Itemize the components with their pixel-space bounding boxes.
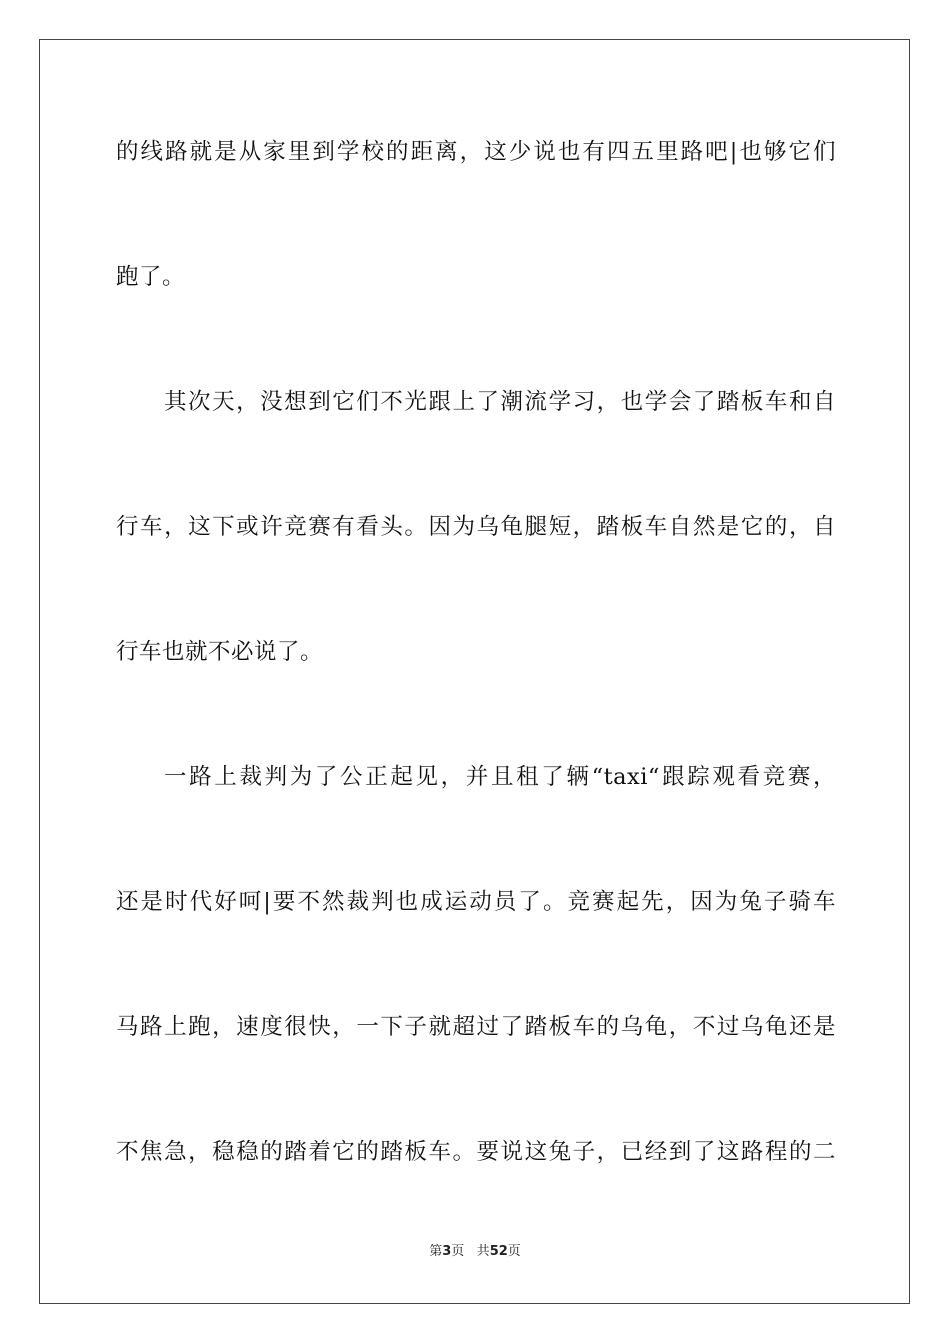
body-line-9: 不焦急，稳稳的踏着它的踏板车。要说这兔子，已经到了这路程的二 [116,1139,836,1165]
total-prefix: 共 [476,1244,490,1259]
body-line-6: 一路上裁判为了公正起见，并且租了辆“taxi“跟踪观看竞赛， [164,764,836,790]
body-line-1: 的线路就是从家里到学校的距离，这少说也有四五里路吧|也够它们 [116,139,836,165]
body-line-2: 跑了。 [116,264,186,290]
body-line-7: 还是时代好呵|要不然裁判也成运动员了。竞赛起先，因为兔子骑车 [116,889,836,915]
page-prefix: 第 [429,1244,443,1259]
body-line-4: 行车，这下或许竞赛有看头。因为乌龟腿短，踏板车自然是它的，自 [116,514,836,540]
page-suffix: 页 [451,1244,465,1259]
total-pages: 52 [489,1244,508,1259]
body-line-3: 其次天，没想到它们不光跟上了潮流学习，也学会了踏板车和自 [164,389,836,415]
body-line-5: 行车也就不必说了。 [116,639,324,665]
page-footer [0,1243,950,1261]
body-line-8: 马路上跑，速度很快，一下子就超过了踏板车的乌龟，不过乌龟还是 [116,1014,836,1040]
page-number: 3 [442,1244,452,1259]
page-border [39,39,910,1304]
total-suffix: 页 [507,1244,521,1259]
